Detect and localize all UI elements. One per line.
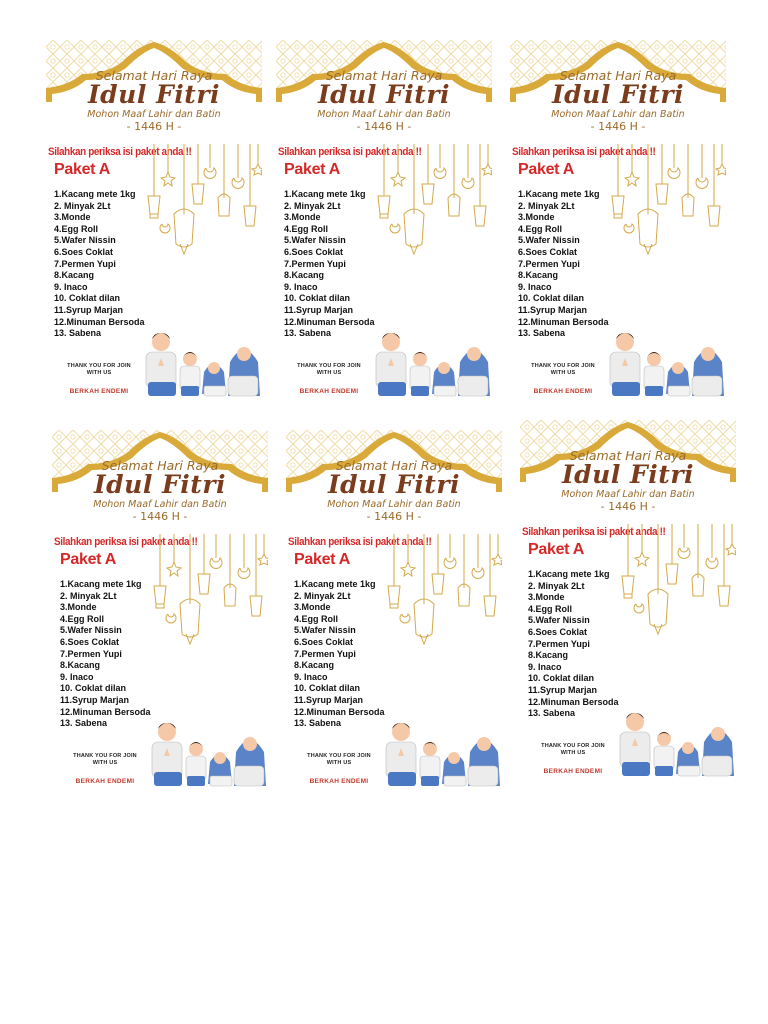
package-item: 12.Minuman Bersoda	[54, 316, 145, 327]
package-item: 9. Inaco	[518, 281, 552, 292]
thanks-text	[510, 363, 616, 377]
package-item: 4.Egg Roll	[284, 223, 329, 234]
family-illustration	[606, 322, 724, 400]
package-item: 10. Coklat dilan	[54, 293, 121, 304]
package-item: 9. Inaco	[284, 281, 318, 292]
hijri-year: - 1446 H -	[590, 120, 646, 133]
package-item: 10. Coklat dilan	[518, 293, 585, 304]
package-item-list	[528, 569, 619, 720]
family-illustration	[382, 712, 500, 790]
lanterns-illustration	[610, 144, 726, 274]
brand-name: BERKAH ENDEMI	[533, 388, 593, 395]
package-item: 13. Sabena	[54, 328, 102, 339]
package-item: 7.Permen Yupi	[284, 258, 346, 269]
package-name: Paket A	[60, 551, 117, 568]
thanks-text	[520, 743, 626, 757]
thanks-line-1: THANK YOU FOR JOIN	[67, 363, 131, 369]
package-name: Paket A	[294, 551, 351, 568]
family-illustration	[616, 702, 734, 780]
card-title: Idul Fitri	[551, 80, 684, 109]
package-item: 7.Permen Yupi	[54, 258, 116, 269]
arch-banner	[520, 420, 736, 520]
package-item: 6.Soes Coklat	[294, 636, 354, 647]
arch-banner	[52, 430, 268, 530]
package-item: 3.Monde	[54, 212, 91, 223]
package-item: 2. Minyak 2Lt	[528, 580, 585, 591]
lanterns-illustration	[386, 534, 502, 664]
package-item: 8.Kacang	[54, 270, 95, 281]
package-item: 1.Kacang mete 1kg	[60, 579, 142, 589]
package-item: 4.Egg Roll	[294, 613, 339, 624]
package-name: Paket A	[528, 541, 585, 558]
card-title: Idul Fitri	[327, 470, 460, 499]
card-title: Idul Fitri	[93, 470, 226, 499]
check-package-label: Silahkan periksa isi paket anda !!	[54, 536, 198, 548]
package-item: 10. Coklat dilan	[284, 293, 351, 304]
package-item: 12.Minuman Bersoda	[528, 696, 619, 707]
package-name: Paket A	[284, 161, 341, 178]
brand-name: BERKAH ENDEMI	[69, 388, 129, 395]
brand-name: BERKAH ENDEMI	[309, 778, 369, 785]
lanterns-illustration	[152, 534, 268, 664]
package-item-list	[294, 579, 385, 730]
package-item: 4.Egg Roll	[54, 223, 99, 234]
package-item: 7.Permen Yupi	[528, 638, 590, 649]
package-item: 13. Sabena	[60, 718, 108, 729]
package-item: 5.Wafer Nissin	[284, 235, 346, 246]
package-item: 9. Inaco	[60, 671, 94, 682]
package-item: 3.Monde	[284, 212, 321, 223]
package-item: 11.Syrup Marjan	[60, 694, 130, 705]
package-item: 1.Kacang mete 1kg	[54, 189, 136, 199]
package-item: 4.Egg Roll	[528, 603, 573, 614]
package-item: 12.Minuman Bersoda	[284, 316, 375, 327]
package-item-list	[518, 189, 609, 340]
package-item: 8.Kacang	[60, 660, 101, 671]
hijri-year: - 1446 H -	[366, 510, 422, 523]
greeting-card	[52, 430, 268, 802]
thanks-line-1: THANK YOU FOR JOIN	[531, 363, 595, 369]
card-title: Idul Fitri	[317, 80, 450, 109]
package-item: 1.Kacang mete 1kg	[528, 569, 610, 579]
brand-name: BERKAH ENDEMI	[543, 768, 603, 775]
card-subtitle: Mohon Maaf Lahir dan Batin	[561, 489, 695, 500]
package-item: 7.Permen Yupi	[518, 258, 580, 269]
package-item: 11.Syrup Marjan	[284, 304, 354, 315]
thanks-text	[46, 363, 152, 377]
package-item: 10. Coklat dilan	[60, 683, 127, 694]
card-subtitle: Mohon Maaf Lahir dan Batin	[551, 109, 685, 120]
card-subtitle: Mohon Maaf Lahir dan Batin	[317, 109, 451, 120]
greeting-text: Selamat Hari Raya	[559, 68, 677, 83]
package-item: 12.Minuman Bersoda	[518, 316, 609, 327]
package-item-list	[284, 189, 375, 340]
package-item: 8.Kacang	[528, 650, 569, 661]
package-item: 2. Minyak 2Lt	[294, 590, 351, 601]
package-item: 3.Monde	[60, 602, 97, 613]
lanterns-illustration	[620, 524, 736, 654]
thanks-line-2: WITH US	[560, 750, 586, 756]
card-subtitle: Mohon Maaf Lahir dan Batin	[93, 499, 227, 510]
package-item: 5.Wafer Nissin	[528, 615, 590, 626]
greeting-card	[520, 420, 736, 792]
greeting-text: Selamat Hari Raya	[325, 68, 443, 83]
package-item: 5.Wafer Nissin	[294, 625, 356, 636]
package-item: 6.Soes Coklat	[284, 246, 344, 257]
thanks-line-2: WITH US	[316, 370, 342, 376]
check-package-label: Silahkan periksa isi paket anda !!	[278, 146, 422, 158]
greeting-text: Selamat Hari Raya	[569, 448, 687, 463]
package-item: 2. Minyak 2Lt	[54, 200, 111, 211]
package-item: 1.Kacang mete 1kg	[294, 579, 376, 589]
package-item: 3.Monde	[294, 602, 331, 613]
package-item: 11.Syrup Marjan	[294, 694, 364, 705]
package-item: 12.Minuman Bersoda	[294, 706, 385, 717]
package-item-list	[60, 579, 151, 730]
package-item: 5.Wafer Nissin	[518, 235, 580, 246]
hijri-year: - 1446 H -	[126, 120, 182, 133]
package-item: 11.Syrup Marjan	[528, 684, 598, 695]
check-package-label: Silahkan periksa isi paket anda !!	[512, 146, 656, 158]
thanks-line-2: WITH US	[326, 760, 352, 766]
package-item: 9. Inaco	[294, 671, 328, 682]
package-item: 10. Coklat dilan	[528, 673, 595, 684]
package-item: 4.Egg Roll	[60, 613, 105, 624]
family-illustration	[142, 322, 260, 400]
greeting-text: Selamat Hari Raya	[101, 458, 219, 473]
greeting-text: Selamat Hari Raya	[335, 458, 453, 473]
hijri-year: - 1446 H -	[356, 120, 412, 133]
package-item: 3.Monde	[518, 212, 555, 223]
greeting-text: Selamat Hari Raya	[95, 68, 213, 83]
package-item: 3.Monde	[528, 592, 565, 603]
package-item: 8.Kacang	[284, 270, 325, 281]
lanterns-illustration	[376, 144, 492, 274]
package-item: 4.Egg Roll	[518, 223, 563, 234]
card-subtitle: Mohon Maaf Lahir dan Batin	[327, 499, 461, 510]
package-item: 6.Soes Coklat	[518, 246, 578, 257]
package-item: 13. Sabena	[284, 328, 332, 339]
package-item: 13. Sabena	[528, 708, 576, 719]
brand-name: BERKAH ENDEMI	[75, 778, 135, 785]
check-package-label: Silahkan periksa isi paket anda !!	[48, 146, 192, 158]
package-item: 8.Kacang	[294, 660, 335, 671]
thanks-text	[276, 363, 382, 377]
arch-banner	[276, 40, 492, 140]
package-name: Paket A	[518, 161, 575, 178]
package-item: 5.Wafer Nissin	[54, 235, 116, 246]
package-item: 10. Coklat dilan	[294, 683, 361, 694]
package-item: 6.Soes Coklat	[54, 246, 114, 257]
package-item: 11.Syrup Marjan	[54, 304, 124, 315]
hijri-year: - 1446 H -	[132, 510, 188, 523]
package-item: 7.Permen Yupi	[60, 648, 122, 659]
package-item: 2. Minyak 2Lt	[60, 590, 117, 601]
check-package-label: Silahkan periksa isi paket anda !!	[522, 526, 666, 538]
family-illustration	[372, 322, 490, 400]
package-item: 9. Inaco	[528, 661, 562, 672]
package-item: 2. Minyak 2Lt	[284, 200, 341, 211]
thanks-text	[52, 753, 158, 767]
thanks-line-1: THANK YOU FOR JOIN	[297, 363, 361, 369]
thanks-line-1: THANK YOU FOR JOIN	[307, 753, 371, 759]
package-item-list	[54, 189, 145, 340]
card-title: Idul Fitri	[87, 80, 220, 109]
arch-banner	[286, 430, 502, 530]
arch-banner	[510, 40, 726, 140]
brand-name: BERKAH ENDEMI	[299, 388, 359, 395]
package-item: 2. Minyak 2Lt	[518, 200, 575, 211]
lanterns-illustration	[146, 144, 262, 274]
thanks-line-2: WITH US	[92, 760, 118, 766]
package-item: 7.Permen Yupi	[294, 648, 356, 659]
thanks-line-2: WITH US	[550, 370, 576, 376]
greeting-card	[276, 40, 492, 412]
package-item: 12.Minuman Bersoda	[60, 706, 151, 717]
family-illustration	[148, 712, 266, 790]
thanks-line-1: THANK YOU FOR JOIN	[73, 753, 137, 759]
package-item: 5.Wafer Nissin	[60, 625, 122, 636]
package-item: 8.Kacang	[518, 270, 559, 281]
thanks-text	[286, 753, 392, 767]
package-name: Paket A	[54, 161, 111, 178]
card-subtitle: Mohon Maaf Lahir dan Batin	[87, 109, 221, 120]
package-item: 9. Inaco	[54, 281, 88, 292]
package-item: 1.Kacang mete 1kg	[284, 189, 366, 199]
arch-banner	[46, 40, 262, 140]
package-item: 1.Kacang mete 1kg	[518, 189, 600, 199]
package-item: 6.Soes Coklat	[528, 626, 588, 637]
greeting-card	[286, 430, 502, 802]
greeting-card	[510, 40, 726, 412]
thanks-line-1: THANK YOU FOR JOIN	[541, 743, 605, 749]
package-item: 13. Sabena	[294, 718, 342, 729]
greeting-card	[46, 40, 262, 412]
card-title: Idul Fitri	[561, 460, 694, 489]
package-item: 11.Syrup Marjan	[518, 304, 588, 315]
hijri-year: - 1446 H -	[600, 500, 656, 513]
package-item: 6.Soes Coklat	[60, 636, 120, 647]
thanks-line-2: WITH US	[86, 370, 112, 376]
package-item: 13. Sabena	[518, 328, 566, 339]
check-package-label: Silahkan periksa isi paket anda !!	[288, 536, 432, 548]
